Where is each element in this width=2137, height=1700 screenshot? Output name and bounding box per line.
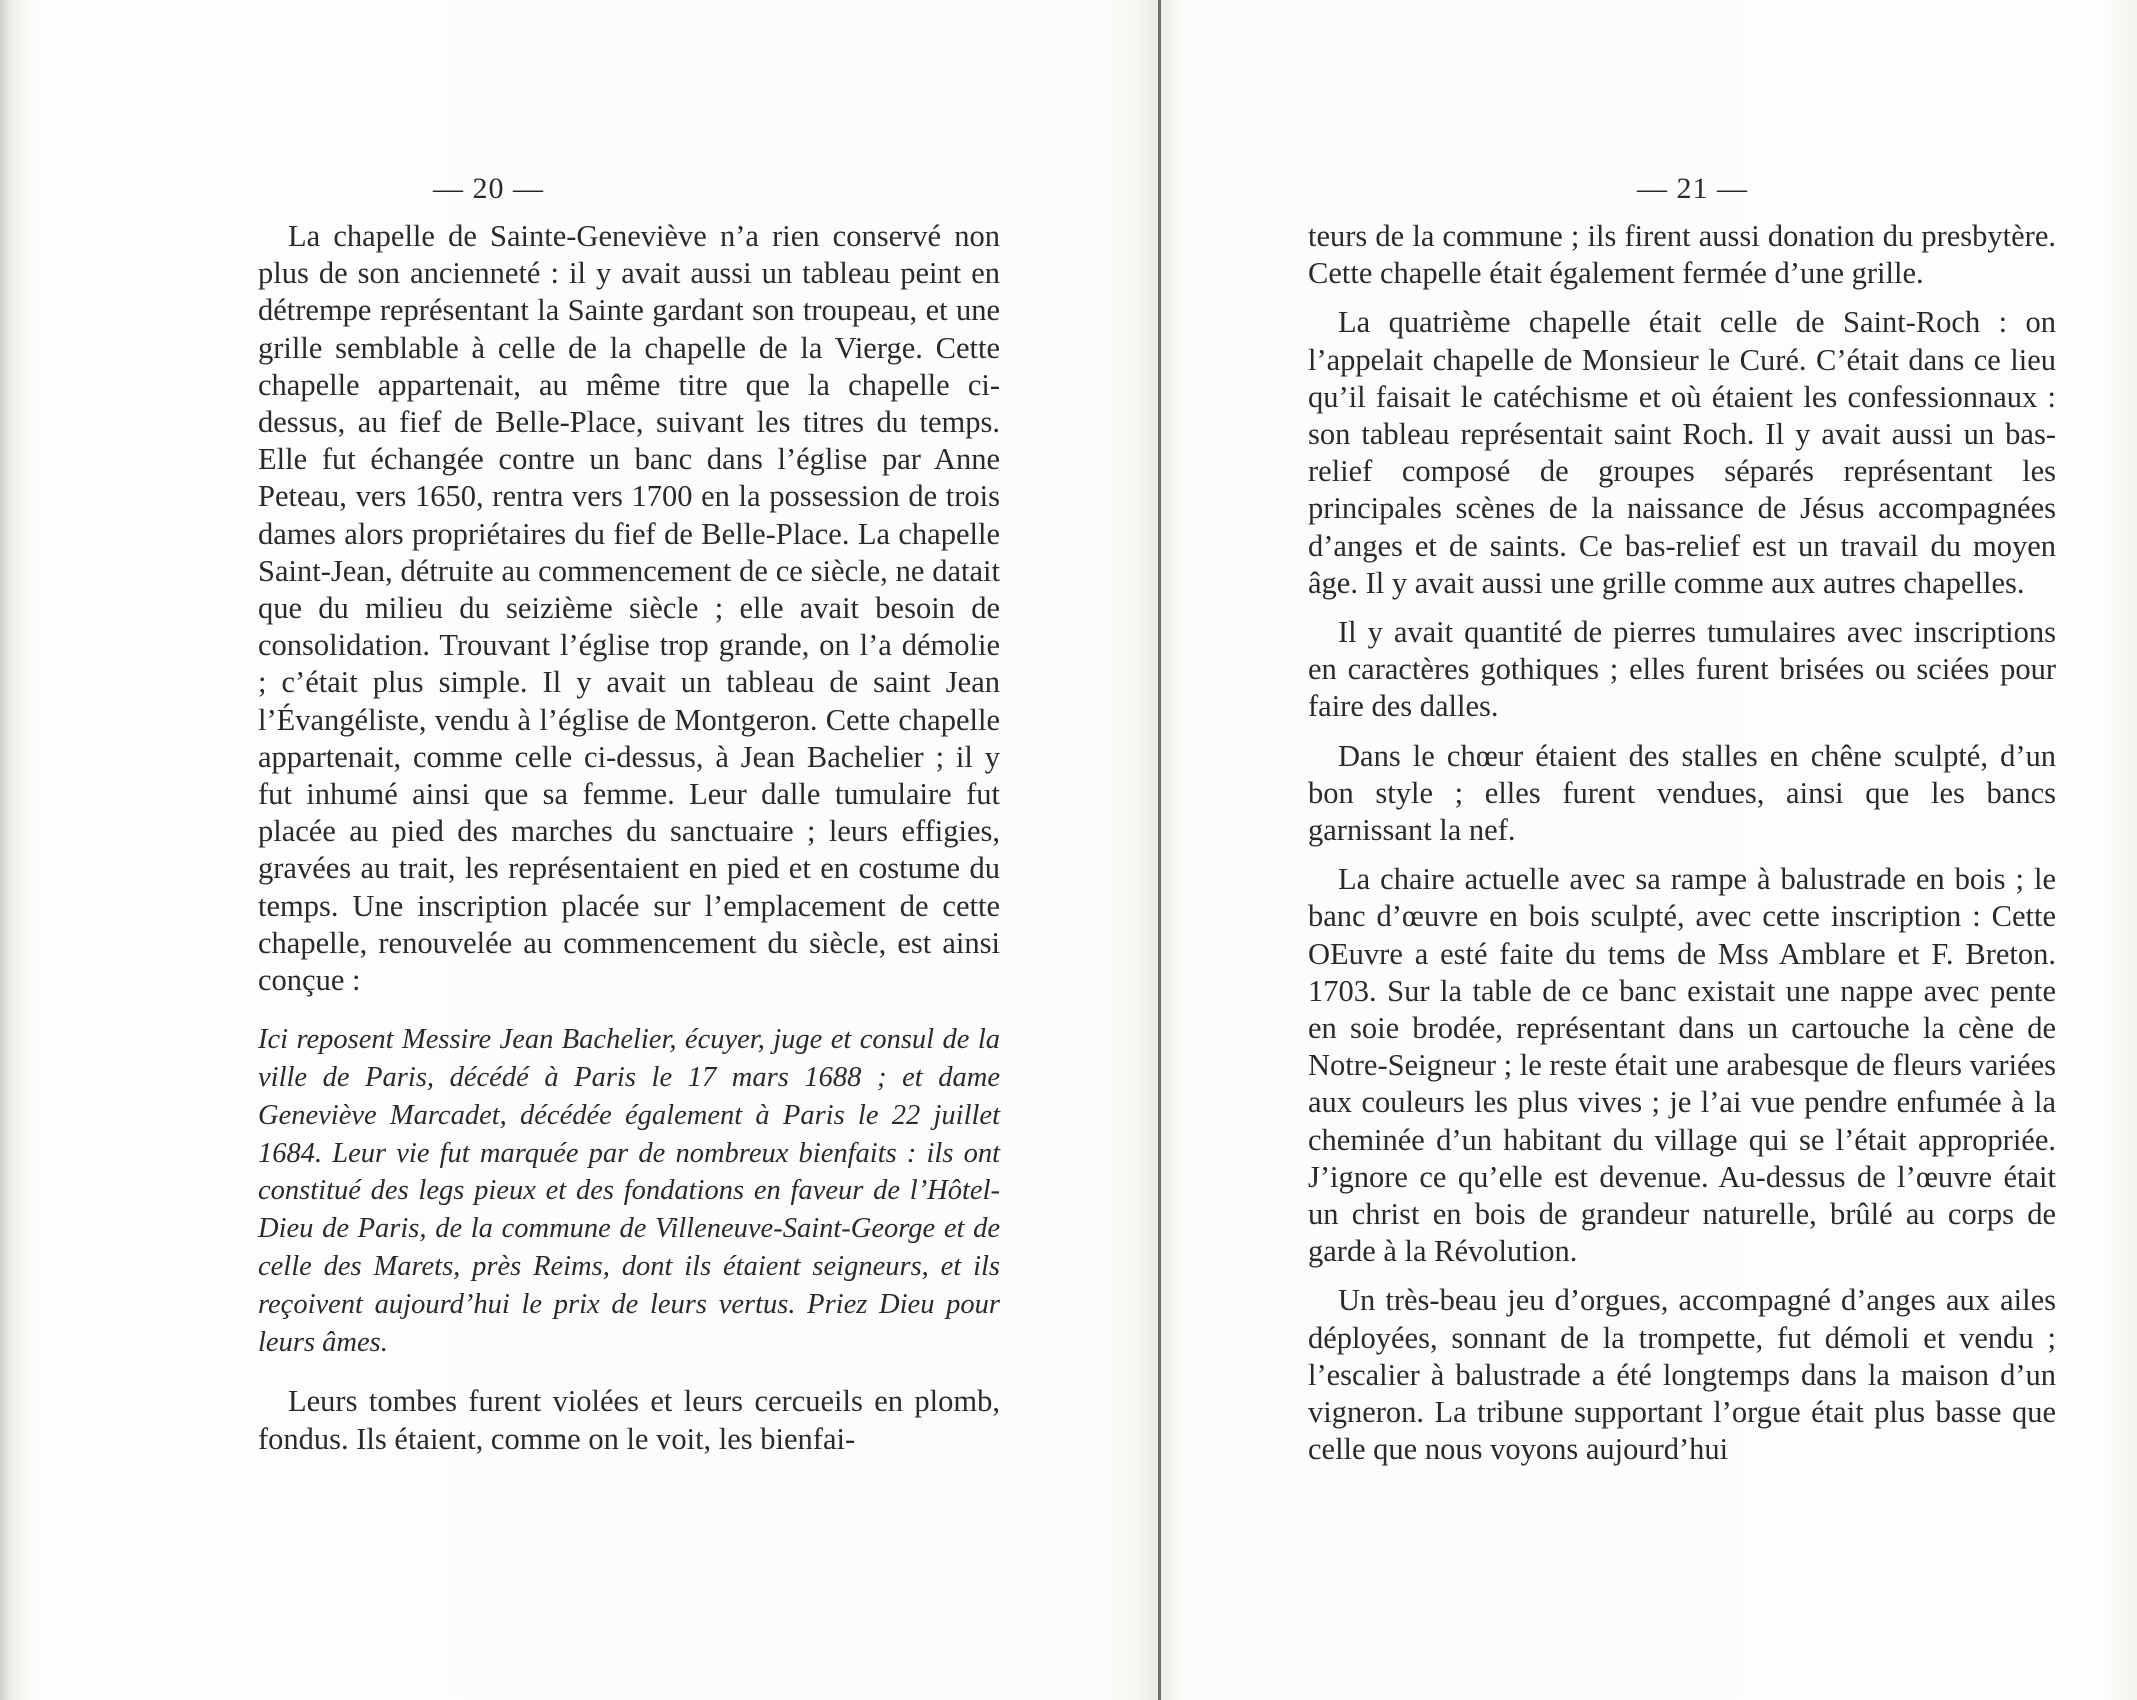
right-page-text [1308,218,2056,1481]
paragraph: Dans le chœur étaient des stalles en chêne sculpté, d’un bon style ; elles furent vendues, ainsi que les bancs garnissant la nef. [1308,738,2056,848]
paragraph: La chaire actuelle avec sa rampe à balustrade en bois ; le banc d’œuvre en bois sculpté, avec cette inscription : Cette OEuvre a esté faite du tems de Mss Amblare et F. Breton. 1703. Sur la table de ce banc existait une nappe avec pente en soie brodée, représentant dans un cartouche la cène de Notre-Seigneur ; le reste était une arabesque de fleurs variées aux couleurs les plus vives ; je l’ai vue pendre enfumée à la cheminée d’un habitant du village qui se l’était appropriée. J’ignore ce qu’elle est devenue. Au-dessus de l’œuvre était un christ en bois de grandeur naturelle, brûlé au corps de garde à la Révolution. [1308,862,2056,1269]
paragraph: Un très-beau jeu d’orgues, accompagné d’anges aux ailes déployées, sonnant de la trompette, fut démoli et vendu ; l’escalier à balustrade a été longtemps dans la maison d’un vigneron. La tribune supportant l’orgue était plus basse que celle que nous voyons aujourd’hui [1308,1283,2056,1467]
paragraph: Il y avait quantité de pierres tumulaires avec inscriptions en caractères gothiques ; elles furent brisées ou sciées pour faire des dalles. [1308,615,2056,724]
right-page [1161,0,2137,1700]
epitaph-inscription: Ici reposent Messire Jean Bachelier, écuyer, juge et consul de la ville de Paris, décédé à Paris le 17 mars 1688 ; et dame Geneviève Marcadet, décédée également à Paris le 22 juillet 1684. Leur vie fut marquée par de nombreux bienfaits : ils ont constitué des legs pieux et des fondations en faveur de l’Hôtel-Dieu de Paris, de la commune de Villeneuve-Saint-George et de celle des Marets, près Reims, dont ils étaient seigneurs, et ils reçoivent aujourd’hui le prix de leurs vertus. Priez Dieu pour leurs âmes. [258,1024,1000,1358]
page-number-right: — 21 — [1637,172,1748,205]
paragraph: Leurs tombes furent violées et leurs cercueils en plomb, fondus. Ils étaient, comme on le voit, les bienfai- [258,1384,1000,1456]
page-number-left: — 20 — [433,172,544,205]
paragraph: La quatrième chapelle était celle de Saint-Roch : on l’appelait chapelle de Monsieur le Curé. C’était dans ce lieu qu’il faisait le catéchisme et où étaient les confessionnaux : son tableau représentait saint Roch. Il y avait aussi un bas-relief composé de groupes séparés représentant les principales scènes de la naissance de Jésus accompagnées d’anges et de saints. Ce bas-relief est un travail du moyen âge. Il y avait aussi une grille comme aux autres chapelles. [1308,305,2056,600]
left-page-text [258,218,1000,1470]
paragraph: La chapelle de Sainte-Geneviève n’a rien conservé non plus de son ancienneté : il y avait aussi un tableau peint en détrempe représentant la Sainte gardant son troupeau, et une grille semblable à celle de la chapelle de la Vierge. Cette chapelle appartenait, au même titre que la chapelle ci-dessus, au fief de Belle-Place, suivant les titres du temps. Elle fut échangée contre un banc dans l’église par Anne Peteau, vers 1650, rentra vers 1700 en la possession de trois dames alors propriétaires du fief de Belle-Place. La chapelle Saint-Jean, détruite au commencement de ce siècle, ne datait que du milieu du seizième siècle ; elle avait besoin de consolidation. Trouvant l’église trop grande, on l’a démolie ; c’était plus simple. Il y avait un tableau de saint Jean l’Évangéliste, vendu à l’église de Montgeron. Cette chapelle appartenait, comme celle ci-dessus, à Jean Bachelier ; il y fut inhumé ainsi que sa femme. Leur dalle tumulaire fut placée au pied des marches du sanctuaire ; leurs effigies, gravées au trait, les représentaient en pied et en costume du temps. Une inscription placée sur l’emplacement de cette chapelle, renouvelée au commencement du siècle, est ainsi conçue : [258,219,1000,998]
paragraph: teurs de la commune ; ils firent aussi donation du presbytère. Cette chapelle était également fermée d’une grille. [1308,219,2056,291]
